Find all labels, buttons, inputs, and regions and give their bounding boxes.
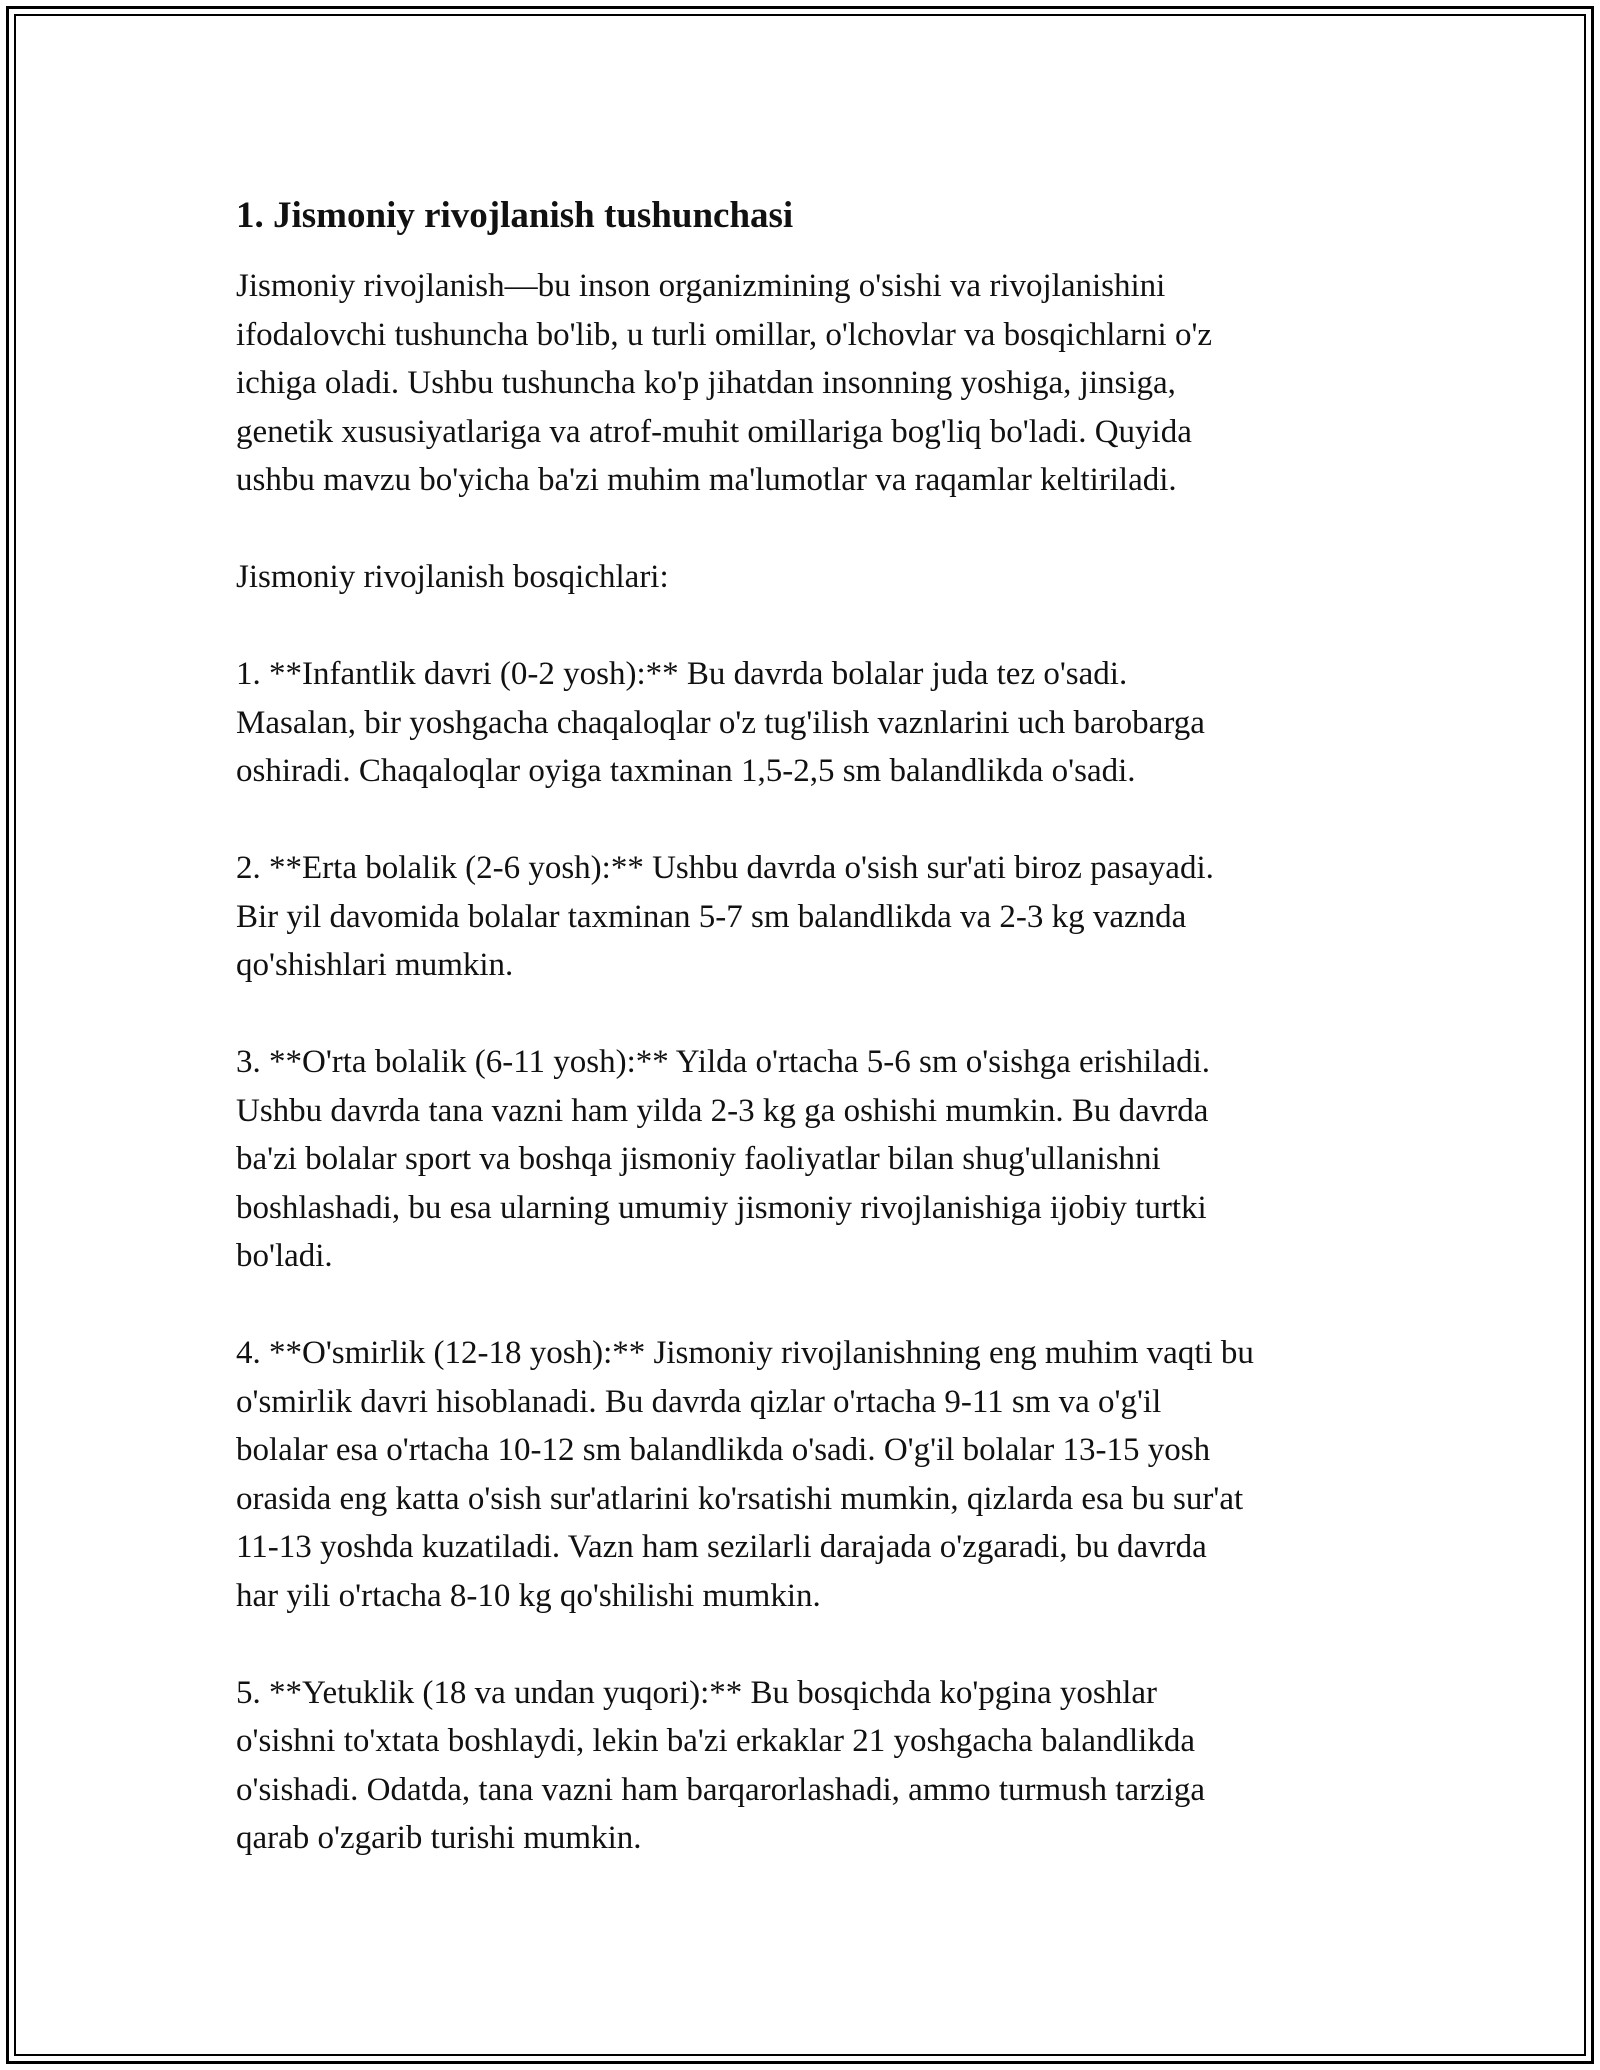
- stage-adolescence: 4. **O'smirlik (12-18 yosh):** Jismoniy rivojlanishning eng muhim vaqti bu o'smirlik davri hisoblanadi. Bu davrda qizlar o'rtacha 9-11 sm va o'g'il bolalar esa o'rtacha 10-12 sm balandlikda o'sadi. O'g'il bolalar 13-15 yosh orasida eng katta o'sish sur'atlarini ko'rsatishi mumkin, qizlarda esa bu sur'at 11-13 yoshda kuzatiladi. Vazn ham sezilarli darajada o'zgaradi, bu davrda har yili o'rtacha 8-10 kg qo'shilishi mumkin.: [236, 1335, 1254, 1614]
- stage-middle-childhood: 3. **O'rta bolalik (6-11 yosh):** Yilda o'rtacha 5-6 sm o'sishga erishiladi. Ushbu davrda tana vazni ham yilda 2-3 kg ga oshishi mumkin. Bu davrda ba'zi bolalar sport va boshqa jismoniy faoliyatlar bilan shug'ullanishni boshlashadi, bu esa ularning umumiy jismoniy rivojlanishiga ijobiy turtki bo'ladi.: [236, 1044, 1211, 1274]
- stages-intro: Jismoniy rivojlanish bosqichlari:: [236, 559, 669, 595]
- document-body: [236, 188, 1376, 1863]
- section-heading: 1. Jismoniy rivojlanish tushunchasi: [236, 195, 794, 236]
- stage-infancy: 1. **Infantlik davri (0-2 yosh):** Bu davrda bolalar juda tez o'sadi. Masalan, bir yoshgacha chaqaloqlar o'z tug'ilish vaznlarini uch barobarga oshiradi. Chaqaloqlar oyiga taxminan 1,5-2,5 sm balandlikda o'sadi.: [236, 656, 1205, 789]
- intro-paragraph: Jismoniy rivojlanish—bu inson organizmining o'sishi va rivojlanishini ifodalovchi tushuncha bo'lib, u turli omillar, o'lchovlar va bosqichlarni o'z ichiga oladi. Ushbu tushuncha ko'p jihatdan insonning yoshiga, jinsiga, genetik xususiyatlariga va atrof-muhit omillariga bog'liq bo'ladi. Quyida ushbu mavzu bo'yicha ba'zi muhim ma'lumotlar va raqamlar keltiriladi.: [236, 268, 1213, 498]
- stage-early-childhood: 2. **Erta bolalik (2-6 yosh):** Ushbu davrda o'sish sur'ati biroz pasayadi. Bir yil davomida bolalar taxminan 5-7 sm balandlikda va 2-3 kg vaznda qo'shishlari mumkin.: [236, 850, 1214, 983]
- stage-adulthood: 5. **Yetuklik (18 va undan yuqori):** Bu bosqichda ko'pgina yoshlar o'sishni to'xtata boshlaydi, lekin ba'zi erkaklar 21 yoshgacha balandlikda o'sishadi. Odatda, tana vazni ham barqarorlashadi, ammo turmush tarziga qarab o'zgarib turishi mumkin.: [236, 1674, 1206, 1856]
